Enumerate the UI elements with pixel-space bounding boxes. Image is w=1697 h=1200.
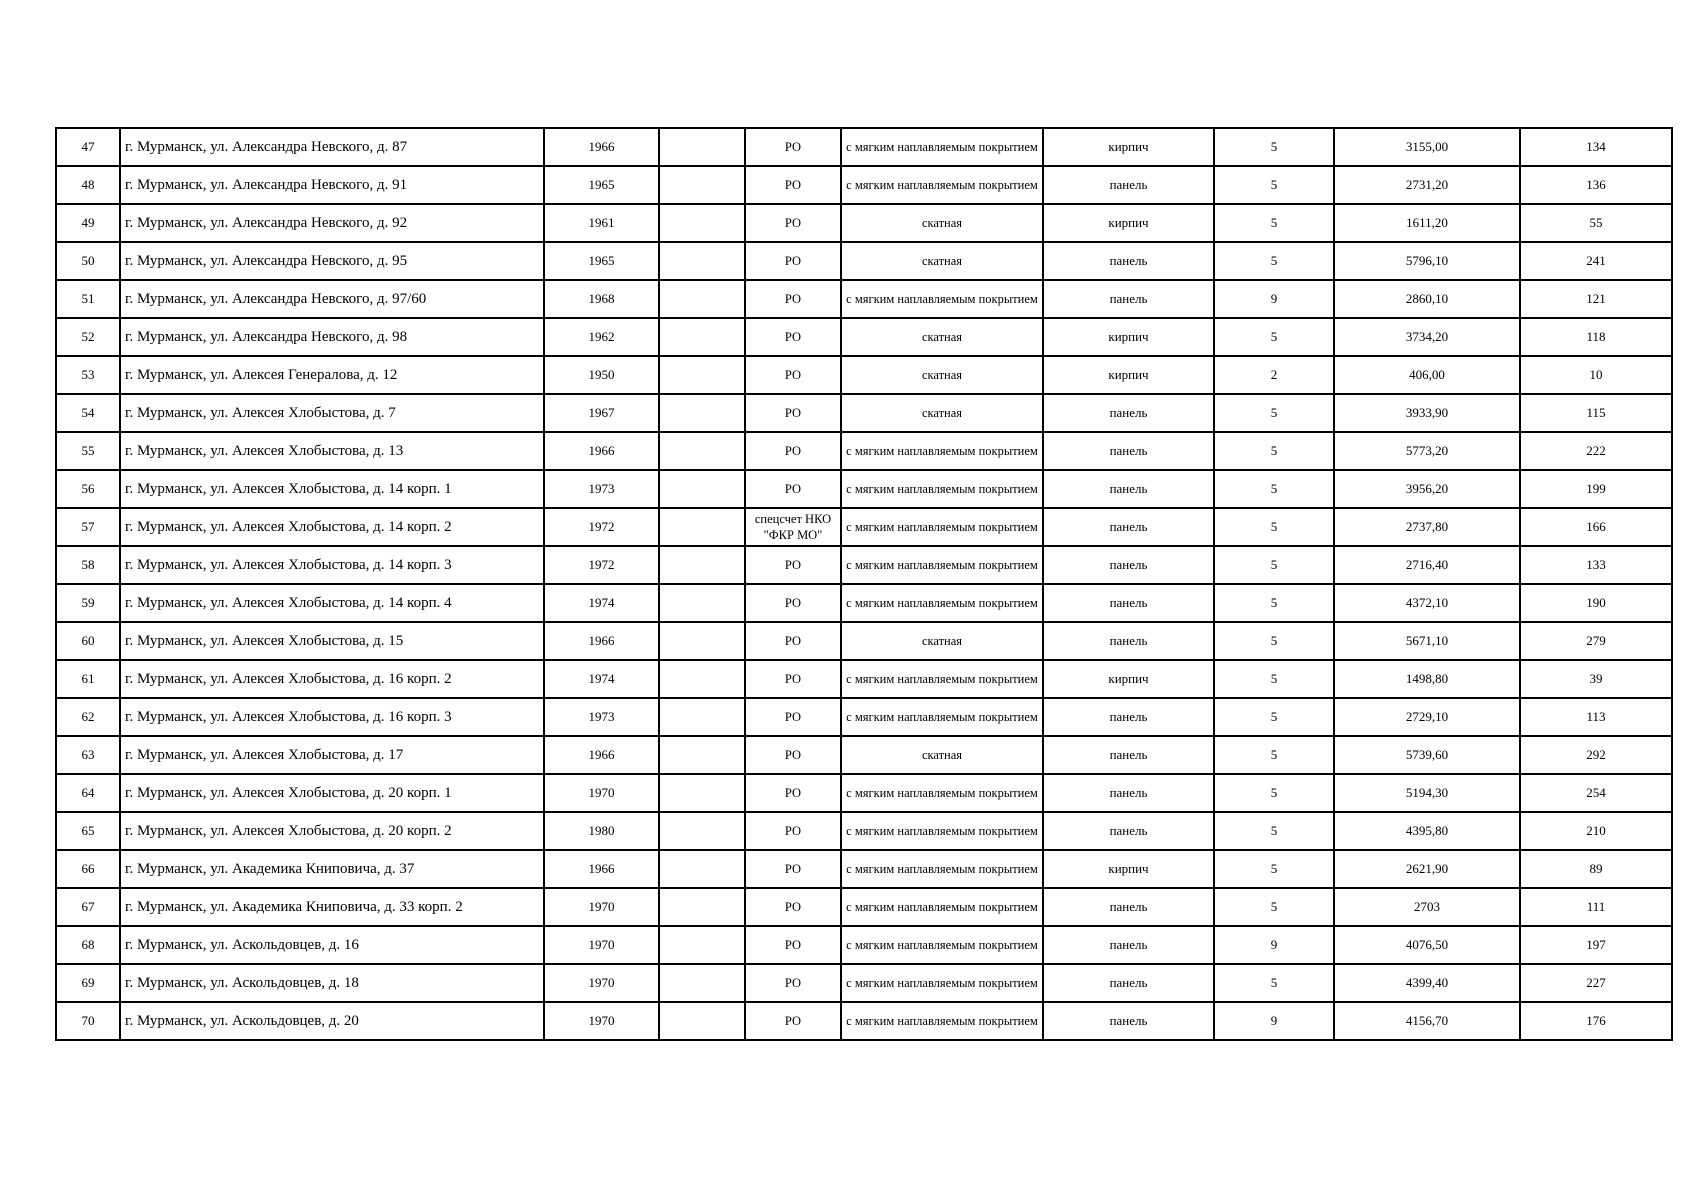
floors-cell: 5	[1214, 166, 1334, 204]
table-row	[56, 888, 1672, 926]
empty-cell	[659, 508, 745, 546]
fund-method-cell: РО	[745, 394, 841, 432]
table-row	[56, 432, 1672, 470]
table-row	[56, 546, 1672, 584]
roof-type-cell: скатная	[841, 318, 1043, 356]
area-cell: 4399,40	[1334, 964, 1520, 1002]
roof-type-cell: с мягким наплавляемым покрытием	[841, 508, 1043, 546]
roof-type-cell: скатная	[841, 204, 1043, 242]
address-cell: г. Мурманск, ул. Алексея Генералова, д. 12	[120, 356, 544, 394]
residents-cell: 254	[1520, 774, 1672, 812]
fund-method-cell: спецсчет НКО "ФКР МО"	[745, 508, 841, 546]
empty-cell	[659, 470, 745, 508]
area-cell: 5739,60	[1334, 736, 1520, 774]
table-row	[56, 356, 1672, 394]
build-year-cell: 1974	[544, 660, 659, 698]
wall-material-cell: кирпич	[1043, 660, 1214, 698]
area-cell: 4395,80	[1334, 812, 1520, 850]
table-row	[56, 926, 1672, 964]
address-cell: г. Мурманск, ул. Алексея Хлобыстова, д. 15	[120, 622, 544, 660]
wall-material-cell: кирпич	[1043, 204, 1214, 242]
wall-material-cell: панель	[1043, 622, 1214, 660]
area-cell: 3933,90	[1334, 394, 1520, 432]
address-cell: г. Мурманск, ул. Аскольдовцев, д. 18	[120, 964, 544, 1002]
roof-type-cell: с мягким наплавляемым покрытием	[841, 166, 1043, 204]
row-number-cell: 53	[56, 356, 120, 394]
address-cell: г. Мурманск, ул. Алексея Хлобыстова, д. 14 корп. 1	[120, 470, 544, 508]
empty-cell	[659, 660, 745, 698]
address-cell: г. Мурманск, ул. Академика Книповича, д. 37	[120, 850, 544, 888]
floors-cell: 5	[1214, 318, 1334, 356]
build-year-cell: 1972	[544, 546, 659, 584]
area-cell: 2731,20	[1334, 166, 1520, 204]
floors-cell: 5	[1214, 432, 1334, 470]
row-number-cell: 56	[56, 470, 120, 508]
roof-type-cell: с мягким наплавляемым покрытием	[841, 546, 1043, 584]
floors-cell: 5	[1214, 394, 1334, 432]
fund-method-cell: РО	[745, 546, 841, 584]
row-number-cell: 63	[56, 736, 120, 774]
document-page	[55, 127, 1671, 1041]
fund-method-cell: РО	[745, 888, 841, 926]
floors-cell: 5	[1214, 546, 1334, 584]
address-cell: г. Мурманск, ул. Алексея Хлобыстова, д. 14 корп. 4	[120, 584, 544, 622]
fund-method-cell: РО	[745, 318, 841, 356]
residents-cell: 292	[1520, 736, 1672, 774]
wall-material-cell: панель	[1043, 736, 1214, 774]
build-year-cell: 1966	[544, 432, 659, 470]
row-number-cell: 64	[56, 774, 120, 812]
floors-cell: 5	[1214, 850, 1334, 888]
floors-cell: 5	[1214, 204, 1334, 242]
wall-material-cell: панель	[1043, 280, 1214, 318]
build-year-cell: 1965	[544, 242, 659, 280]
floors-cell: 5	[1214, 584, 1334, 622]
roof-type-cell: с мягким наплавляемым покрытием	[841, 812, 1043, 850]
residents-cell: 10	[1520, 356, 1672, 394]
fund-method-cell: РО	[745, 736, 841, 774]
empty-cell	[659, 242, 745, 280]
build-year-cell: 1966	[544, 736, 659, 774]
build-year-cell: 1970	[544, 964, 659, 1002]
row-number-cell: 60	[56, 622, 120, 660]
row-number-cell: 69	[56, 964, 120, 1002]
area-cell: 3956,20	[1334, 470, 1520, 508]
wall-material-cell: панель	[1043, 546, 1214, 584]
fund-method-cell: РО	[745, 584, 841, 622]
empty-cell	[659, 394, 745, 432]
build-year-cell: 1966	[544, 850, 659, 888]
roof-type-cell: скатная	[841, 736, 1043, 774]
build-year-cell: 1970	[544, 774, 659, 812]
row-number-cell: 50	[56, 242, 120, 280]
table-row	[56, 736, 1672, 774]
residents-cell: 115	[1520, 394, 1672, 432]
residents-cell: 89	[1520, 850, 1672, 888]
wall-material-cell: панель	[1043, 812, 1214, 850]
empty-cell	[659, 812, 745, 850]
area-cell: 5671,10	[1334, 622, 1520, 660]
build-year-cell: 1967	[544, 394, 659, 432]
fund-method-cell: РО	[745, 926, 841, 964]
table-row	[56, 508, 1672, 546]
address-cell: г. Мурманск, ул. Аскольдовцев, д. 16	[120, 926, 544, 964]
row-number-cell: 59	[56, 584, 120, 622]
floors-cell: 5	[1214, 812, 1334, 850]
row-number-cell: 57	[56, 508, 120, 546]
empty-cell	[659, 204, 745, 242]
residents-cell: 210	[1520, 812, 1672, 850]
empty-cell	[659, 280, 745, 318]
roof-type-cell: с мягким наплавляемым покрытием	[841, 888, 1043, 926]
fund-method-cell: РО	[745, 622, 841, 660]
address-cell: г. Мурманск, ул. Александра Невского, д. 87	[120, 128, 544, 166]
roof-type-cell: с мягким наплавляемым покрытием	[841, 660, 1043, 698]
roof-type-cell: скатная	[841, 622, 1043, 660]
row-number-cell: 66	[56, 850, 120, 888]
area-cell: 406,00	[1334, 356, 1520, 394]
residents-cell: 176	[1520, 1002, 1672, 1040]
wall-material-cell: панель	[1043, 698, 1214, 736]
empty-cell	[659, 128, 745, 166]
wall-material-cell: панель	[1043, 470, 1214, 508]
fund-method-cell: РО	[745, 1002, 841, 1040]
fund-method-cell: РО	[745, 166, 841, 204]
residents-cell: 227	[1520, 964, 1672, 1002]
table-row	[56, 774, 1672, 812]
table-row	[56, 394, 1672, 432]
build-year-cell: 1966	[544, 128, 659, 166]
fund-method-cell: РО	[745, 432, 841, 470]
residents-cell: 166	[1520, 508, 1672, 546]
residents-cell: 222	[1520, 432, 1672, 470]
floors-cell: 5	[1214, 888, 1334, 926]
residents-cell: 111	[1520, 888, 1672, 926]
area-cell: 1611,20	[1334, 204, 1520, 242]
empty-cell	[659, 888, 745, 926]
row-number-cell: 61	[56, 660, 120, 698]
empty-cell	[659, 318, 745, 356]
row-number-cell: 48	[56, 166, 120, 204]
fund-method-cell: РО	[745, 812, 841, 850]
build-year-cell: 1980	[544, 812, 659, 850]
address-cell: г. Мурманск, ул. Александра Невского, д. 98	[120, 318, 544, 356]
table-row	[56, 584, 1672, 622]
residents-cell: 199	[1520, 470, 1672, 508]
wall-material-cell: кирпич	[1043, 318, 1214, 356]
build-year-cell: 1970	[544, 888, 659, 926]
build-year-cell: 1973	[544, 698, 659, 736]
area-cell: 3155,00	[1334, 128, 1520, 166]
address-cell: г. Мурманск, ул. Алексея Хлобыстова, д. 14 корп. 3	[120, 546, 544, 584]
residents-cell: 279	[1520, 622, 1672, 660]
wall-material-cell: кирпич	[1043, 850, 1214, 888]
row-number-cell: 67	[56, 888, 120, 926]
address-cell: г. Мурманск, ул. Александра Невского, д. 91	[120, 166, 544, 204]
row-number-cell: 58	[56, 546, 120, 584]
row-number-cell: 70	[56, 1002, 120, 1040]
residents-cell: 136	[1520, 166, 1672, 204]
address-cell: г. Мурманск, ул. Алексея Хлобыстова, д. 16 корп. 3	[120, 698, 544, 736]
address-cell: г. Мурманск, ул. Алексея Хлобыстова, д. 7	[120, 394, 544, 432]
table-row	[56, 470, 1672, 508]
empty-cell	[659, 964, 745, 1002]
wall-material-cell: панель	[1043, 888, 1214, 926]
floors-cell: 9	[1214, 926, 1334, 964]
build-year-cell: 1966	[544, 622, 659, 660]
wall-material-cell: панель	[1043, 1002, 1214, 1040]
fund-method-cell: РО	[745, 964, 841, 1002]
roof-type-cell: скатная	[841, 356, 1043, 394]
address-cell: г. Мурманск, ул. Александра Невского, д. 95	[120, 242, 544, 280]
row-number-cell: 49	[56, 204, 120, 242]
empty-cell	[659, 584, 745, 622]
wall-material-cell: панель	[1043, 394, 1214, 432]
wall-material-cell: панель	[1043, 774, 1214, 812]
floors-cell: 5	[1214, 470, 1334, 508]
area-cell: 2860,10	[1334, 280, 1520, 318]
roof-type-cell: с мягким наплавляемым покрытием	[841, 1002, 1043, 1040]
table-row	[56, 1002, 1672, 1040]
fund-method-cell: РО	[745, 242, 841, 280]
table-row	[56, 660, 1672, 698]
row-number-cell: 52	[56, 318, 120, 356]
area-cell: 4076,50	[1334, 926, 1520, 964]
fund-method-cell: РО	[745, 470, 841, 508]
empty-cell	[659, 546, 745, 584]
residents-cell: 197	[1520, 926, 1672, 964]
fund-method-cell: РО	[745, 128, 841, 166]
area-cell: 4156,70	[1334, 1002, 1520, 1040]
build-year-cell: 1950	[544, 356, 659, 394]
empty-cell	[659, 926, 745, 964]
area-cell: 2621,90	[1334, 850, 1520, 888]
residents-cell: 55	[1520, 204, 1672, 242]
row-number-cell: 55	[56, 432, 120, 470]
build-year-cell: 1961	[544, 204, 659, 242]
build-year-cell: 1970	[544, 926, 659, 964]
empty-cell	[659, 622, 745, 660]
row-number-cell: 68	[56, 926, 120, 964]
table-row	[56, 698, 1672, 736]
area-cell: 5194,30	[1334, 774, 1520, 812]
roof-type-cell: с мягким наплавляемым покрытием	[841, 926, 1043, 964]
roof-type-cell: с мягким наплавляемым покрытием	[841, 128, 1043, 166]
table-row	[56, 242, 1672, 280]
residents-cell: 113	[1520, 698, 1672, 736]
floors-cell: 9	[1214, 280, 1334, 318]
wall-material-cell: панель	[1043, 926, 1214, 964]
residents-cell: 121	[1520, 280, 1672, 318]
fund-method-cell: РО	[745, 774, 841, 812]
address-cell: г. Мурманск, ул. Алексея Хлобыстова, д. 13	[120, 432, 544, 470]
floors-cell: 9	[1214, 1002, 1334, 1040]
roof-type-cell: скатная	[841, 242, 1043, 280]
floors-cell: 5	[1214, 660, 1334, 698]
build-year-cell: 1962	[544, 318, 659, 356]
table-row	[56, 850, 1672, 888]
address-cell: г. Мурманск, ул. Алексея Хлобыстова, д. 17	[120, 736, 544, 774]
wall-material-cell: кирпич	[1043, 128, 1214, 166]
empty-cell	[659, 1002, 745, 1040]
empty-cell	[659, 698, 745, 736]
fund-method-cell: РО	[745, 698, 841, 736]
wall-material-cell: панель	[1043, 508, 1214, 546]
address-cell: г. Мурманск, ул. Алексея Хлобыстова, д. 16 корп. 2	[120, 660, 544, 698]
table-row	[56, 622, 1672, 660]
empty-cell	[659, 432, 745, 470]
address-cell: г. Мурманск, ул. Алексея Хлобыстова, д. 14 корп. 2	[120, 508, 544, 546]
empty-cell	[659, 774, 745, 812]
area-cell: 3734,20	[1334, 318, 1520, 356]
fund-method-cell: РО	[745, 356, 841, 394]
area-cell: 2737,80	[1334, 508, 1520, 546]
area-cell: 2703	[1334, 888, 1520, 926]
floors-cell: 5	[1214, 128, 1334, 166]
floors-cell: 5	[1214, 774, 1334, 812]
wall-material-cell: панель	[1043, 242, 1214, 280]
wall-material-cell: панель	[1043, 166, 1214, 204]
area-cell: 4372,10	[1334, 584, 1520, 622]
residents-cell: 190	[1520, 584, 1672, 622]
address-cell: г. Мурманск, ул. Алексея Хлобыстова, д. 20 корп. 2	[120, 812, 544, 850]
roof-type-cell: с мягким наплавляемым покрытием	[841, 470, 1043, 508]
table-row	[56, 812, 1672, 850]
empty-cell	[659, 736, 745, 774]
roof-type-cell: с мягким наплавляемым покрытием	[841, 698, 1043, 736]
build-year-cell: 1973	[544, 470, 659, 508]
row-number-cell: 65	[56, 812, 120, 850]
empty-cell	[659, 356, 745, 394]
row-number-cell: 62	[56, 698, 120, 736]
wall-material-cell: панель	[1043, 432, 1214, 470]
row-number-cell: 47	[56, 128, 120, 166]
roof-type-cell: скатная	[841, 394, 1043, 432]
residents-cell: 133	[1520, 546, 1672, 584]
build-year-cell: 1974	[544, 584, 659, 622]
residents-cell: 118	[1520, 318, 1672, 356]
table-row	[56, 166, 1672, 204]
table-row	[56, 204, 1672, 242]
fund-method-cell: РО	[745, 280, 841, 318]
fund-method-cell: РО	[745, 850, 841, 888]
floors-cell: 5	[1214, 736, 1334, 774]
table-row	[56, 280, 1672, 318]
wall-material-cell: кирпич	[1043, 356, 1214, 394]
table-row	[56, 318, 1672, 356]
floors-cell: 5	[1214, 964, 1334, 1002]
residents-cell: 134	[1520, 128, 1672, 166]
table-row	[56, 128, 1672, 166]
floors-cell: 5	[1214, 622, 1334, 660]
address-cell: г. Мурманск, ул. Александра Невского, д. 97/60	[120, 280, 544, 318]
build-year-cell: 1968	[544, 280, 659, 318]
address-cell: г. Мурманск, ул. Алексея Хлобыстова, д. 20 корп. 1	[120, 774, 544, 812]
roof-type-cell: с мягким наплавляемым покрытием	[841, 280, 1043, 318]
address-cell: г. Мурманск, ул. Академика Книповича, д. 33 корп. 2	[120, 888, 544, 926]
area-cell: 5773,20	[1334, 432, 1520, 470]
address-cell: г. Мурманск, ул. Аскольдовцев, д. 20	[120, 1002, 544, 1040]
roof-type-cell: с мягким наплавляемым покрытием	[841, 850, 1043, 888]
row-number-cell: 51	[56, 280, 120, 318]
floors-cell: 2	[1214, 356, 1334, 394]
area-cell: 5796,10	[1334, 242, 1520, 280]
address-cell: г. Мурманск, ул. Александра Невского, д. 92	[120, 204, 544, 242]
area-cell: 1498,80	[1334, 660, 1520, 698]
roof-type-cell: с мягким наплавляемым покрытием	[841, 432, 1043, 470]
row-number-cell: 54	[56, 394, 120, 432]
build-year-cell: 1970	[544, 1002, 659, 1040]
build-year-cell: 1965	[544, 166, 659, 204]
roof-type-cell: с мягким наплавляемым покрытием	[841, 774, 1043, 812]
roof-type-cell: с мягким наплавляемым покрытием	[841, 964, 1043, 1002]
table-body	[56, 128, 1672, 1040]
roof-type-cell: с мягким наплавляемым покрытием	[841, 584, 1043, 622]
floors-cell: 5	[1214, 698, 1334, 736]
fund-method-cell: РО	[745, 660, 841, 698]
build-year-cell: 1972	[544, 508, 659, 546]
wall-material-cell: панель	[1043, 964, 1214, 1002]
area-cell: 2729,10	[1334, 698, 1520, 736]
floors-cell: 5	[1214, 242, 1334, 280]
residents-cell: 39	[1520, 660, 1672, 698]
wall-material-cell: панель	[1043, 584, 1214, 622]
area-cell: 2716,40	[1334, 546, 1520, 584]
table-row	[56, 964, 1672, 1002]
fund-method-cell: РО	[745, 204, 841, 242]
residents-cell: 241	[1520, 242, 1672, 280]
empty-cell	[659, 166, 745, 204]
empty-cell	[659, 850, 745, 888]
floors-cell: 5	[1214, 508, 1334, 546]
housing-registry-table	[55, 127, 1673, 1041]
